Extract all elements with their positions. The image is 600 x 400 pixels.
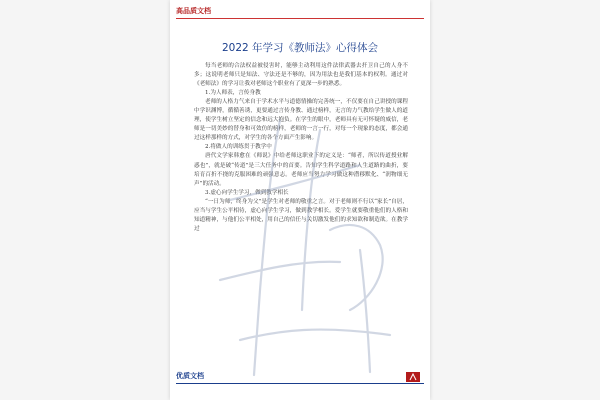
- document-page: [170, 0, 430, 400]
- document-body: [194, 62, 408, 234]
- section-heading-2: 2.将做人的训练贯于教学中: [205, 144, 272, 151]
- paragraph-intro: 每当老师的合法权益被侵害时，能够主动利用这件法律武器去扞卫自己的人身不多；这说明老师只是知法、守法还是不够的，因为用法也是我们基本的权利。通过对《老师法》的学习让我对老师这个职业有了更深一步的熟悉。: [194, 63, 408, 88]
- footer-label: 优质文档: [176, 372, 204, 380]
- footer-rule: [176, 383, 424, 384]
- document-title: 2022 年学习《教师法》心得体会: [221, 42, 379, 54]
- paragraph-2: 唐代文学家韩愈在《师说》中给老师这职业下的定义是：“师者，所以传道授业解惑也”，就是破“传道”是三大任务中的首要。告知学生科学道路和人生道路的曲折，要培育百折不挠的克服困难的顽强意志。老师应当努力学习做这种潜移默化、“润物细无声”的活动。: [194, 153, 408, 187]
- header-label: 高品质文档: [176, 7, 211, 15]
- section-heading-1: 1.为人师表，言传身教: [205, 90, 261, 97]
- paragraph-1: 老师的人格力气来自于学术水平与道德情操的完善统一，不仅要在自己讲授的课程中学识渊博，循循善诱，更要通过言传身教、通过榜样，无言的力气教给学生做人的道理，使学生树立坚定的信念和远大抱负。在学生的眼中，老师具有无可怀疑的威信，老师是一切美妙的替身和可效仿的榜样，老师的一言一行，对每一个现象的态度，都会通过这样那样的方式，对学生的各个方面产生影响。: [194, 99, 408, 142]
- section-heading-3: 3.虚心向学生学习，做到教学相长: [205, 189, 289, 196]
- paragraph-3: “一日为师，终身为父”是学生对老师的敬重之言。对于老师则不行以“家长”自居，应当与学生公平相待，虚心向学生学习，做到教学相长。爱学生就要敬重他们的人格和知道精神，与他们公平相处，用自己的信任与关切激发他们的求知欲和制造欲。在教学过: [194, 198, 408, 232]
- header-rule: [176, 18, 424, 19]
- page-corner-icon: [406, 372, 420, 382]
